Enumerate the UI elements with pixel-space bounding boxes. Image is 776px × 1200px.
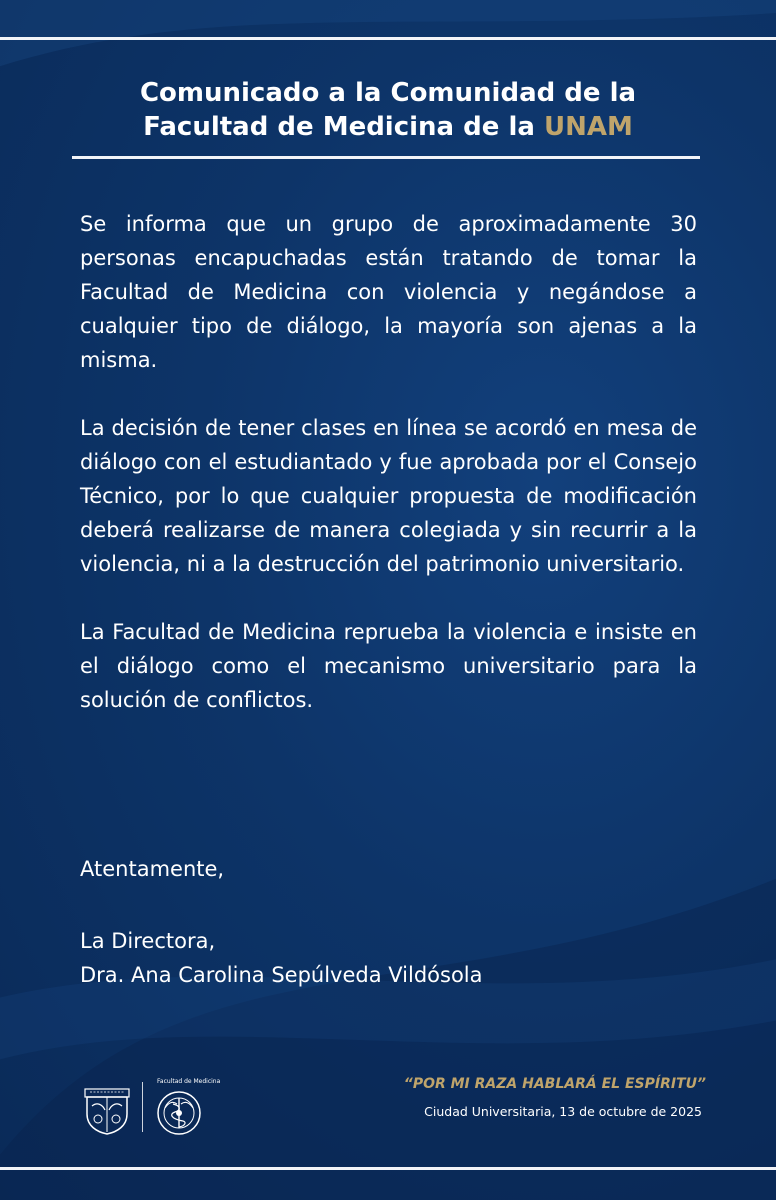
top-rule bbox=[0, 37, 776, 40]
signatory-role: La Directora, bbox=[80, 929, 216, 953]
facultad-medicina-crest-icon bbox=[153, 1078, 221, 1136]
title-line-2: Facultad de Medicina de la bbox=[143, 112, 544, 142]
place-date: Ciudad Universitaria, 13 de octubre de 2025 bbox=[424, 1104, 702, 1119]
signatory-name: Dra. Ana Carolina Sepúlveda Vildósola bbox=[80, 963, 483, 987]
signature-block bbox=[80, 924, 483, 992]
body-paragraph: Se informa que un grupo de aproximadamente 30 personas encapuchadas están tratando de tomar la Facultad de Medicina con violencia y negándose a cualquier tipo de diálogo, la mayoría son ajenas a la misma. bbox=[80, 212, 697, 372]
motto: “POR MI RAZA HABLARÁ EL ESPÍRITU” bbox=[403, 1076, 706, 1092]
closing-salutation: Atentamente, bbox=[80, 857, 225, 881]
body-paragraph: La decisión de tener clases en línea se acordó en mesa de diálogo con el estudiantado y fue aprobada por el Consejo Técnico, por lo que cualquier propuesta de modificación deberá realizarse de manera colegiada y sin recurrir a la violencia, ni a la destrucción del patrimonio universitario. bbox=[80, 416, 697, 576]
body-paragraph: La Facultad de Medicina reprueba la violencia e insiste en el diálogo como el mecanismo universitario para la solución de conflictos. bbox=[80, 620, 697, 712]
footer-logos bbox=[82, 1076, 221, 1136]
title-underline bbox=[72, 156, 700, 159]
logo-divider bbox=[142, 1082, 143, 1132]
page-title bbox=[60, 76, 716, 144]
title-accent-unam: UNAM bbox=[543, 112, 633, 142]
bottom-rule bbox=[0, 1167, 776, 1170]
communique-body bbox=[80, 207, 697, 751]
unam-crest-icon bbox=[82, 1086, 132, 1136]
logo-label: Facultad de Medicina bbox=[157, 1078, 221, 1085]
title-line-1: Comunicado a la Comunidad de la bbox=[139, 78, 637, 108]
